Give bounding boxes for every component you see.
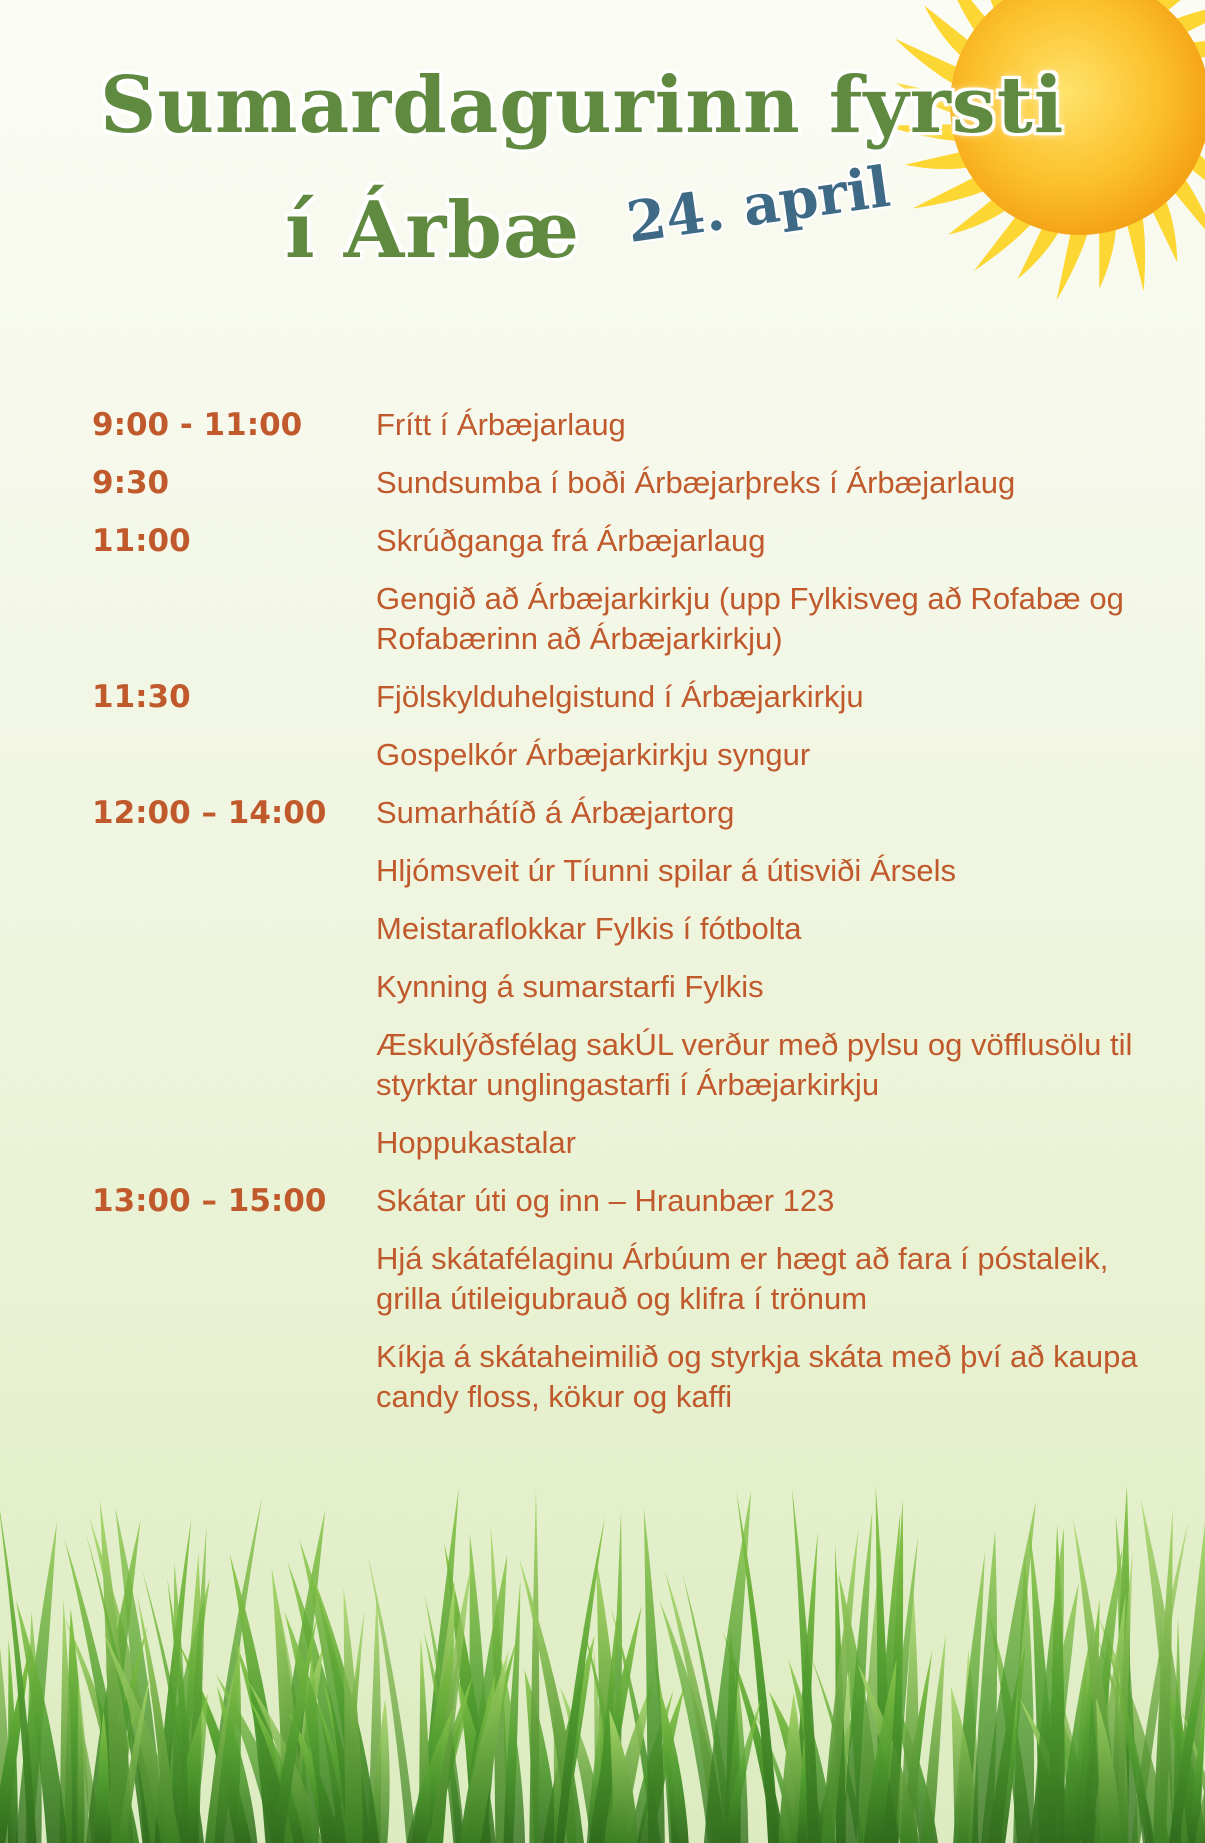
schedule-time: 12:00 – 14:00 <box>92 795 327 831</box>
title-line-2: í Árbæ <box>285 185 580 276</box>
schedule-row <box>92 405 1172 445</box>
schedule-items <box>376 405 1172 445</box>
schedule-items <box>376 521 1172 659</box>
schedule-time: 13:00 – 15:00 <box>92 1183 327 1219</box>
title-line-1: Sumardagurinn fyrsti <box>100 60 1065 151</box>
print-credit <box>8 1378 16 1380</box>
schedule-row <box>92 1181 1172 1417</box>
grass-decoration <box>0 1473 1205 1843</box>
schedule-row <box>92 793 1172 1163</box>
schedule-time: 11:00 <box>92 523 191 559</box>
schedule-item: Hljómsveit úr Tíunni spilar á útisviði Ársels <box>376 853 957 888</box>
schedule-item: Meistaraflokkar Fylkis í fótbolta <box>376 911 802 946</box>
event-date: 24. april <box>622 153 894 256</box>
schedule-item: Hoppukastalar <box>376 1125 576 1160</box>
schedule-items <box>376 463 1172 503</box>
schedule-item: Sundsumba í boði Árbæjarþreks í Árbæjarlaug <box>376 465 1016 500</box>
schedule <box>92 405 1172 1435</box>
schedule-item: Hjá skátafélaginu Árbúum er hægt að fara í póstaleik, grilla útileigubrauð og klifra í trönum <box>376 1241 1109 1316</box>
schedule-time: 9:00 - 11:00 <box>92 407 303 443</box>
schedule-item: Gospelkór Árbæjarkirkju syngur <box>376 737 811 772</box>
schedule-item: Kíkja á skátaheimilið og styrkja skáta með því að kaupa candy floss, kökur og kaffi <box>376 1339 1138 1414</box>
schedule-item: Æskulýðsfélag sakÚL verður með pylsu og vöfflusölu til styrktar unglingastarfi í Árbæjarkirkju <box>376 1027 1133 1102</box>
schedule-item: Kynning á sumarstarfi Fylkis <box>376 969 764 1004</box>
schedule-item: Frítt í Árbæjarlaug <box>376 407 626 442</box>
schedule-row <box>92 463 1172 503</box>
schedule-time: 11:30 <box>92 679 191 715</box>
schedule-items <box>376 793 1172 1163</box>
schedule-item: Skrúðganga frá Árbæjarlaug <box>376 523 766 558</box>
schedule-item: Skátar úti og inn – Hraunbær 123 <box>376 1183 835 1218</box>
schedule-item: Sumarhátíð á Árbæjartorg <box>376 795 735 830</box>
schedule-row <box>92 677 1172 775</box>
schedule-time: 9:30 <box>92 465 170 501</box>
schedule-item: Gengið að Árbæjarkirkju (upp Fylkisveg að Rofabæ og Rofabærinn að Árbæjarkirkju) <box>376 581 1124 656</box>
schedule-row <box>92 521 1172 659</box>
schedule-items <box>376 1181 1172 1417</box>
schedule-item: Fjölskylduhelgistund í Árbæjarkirkju <box>376 679 864 714</box>
schedule-items <box>376 677 1172 775</box>
